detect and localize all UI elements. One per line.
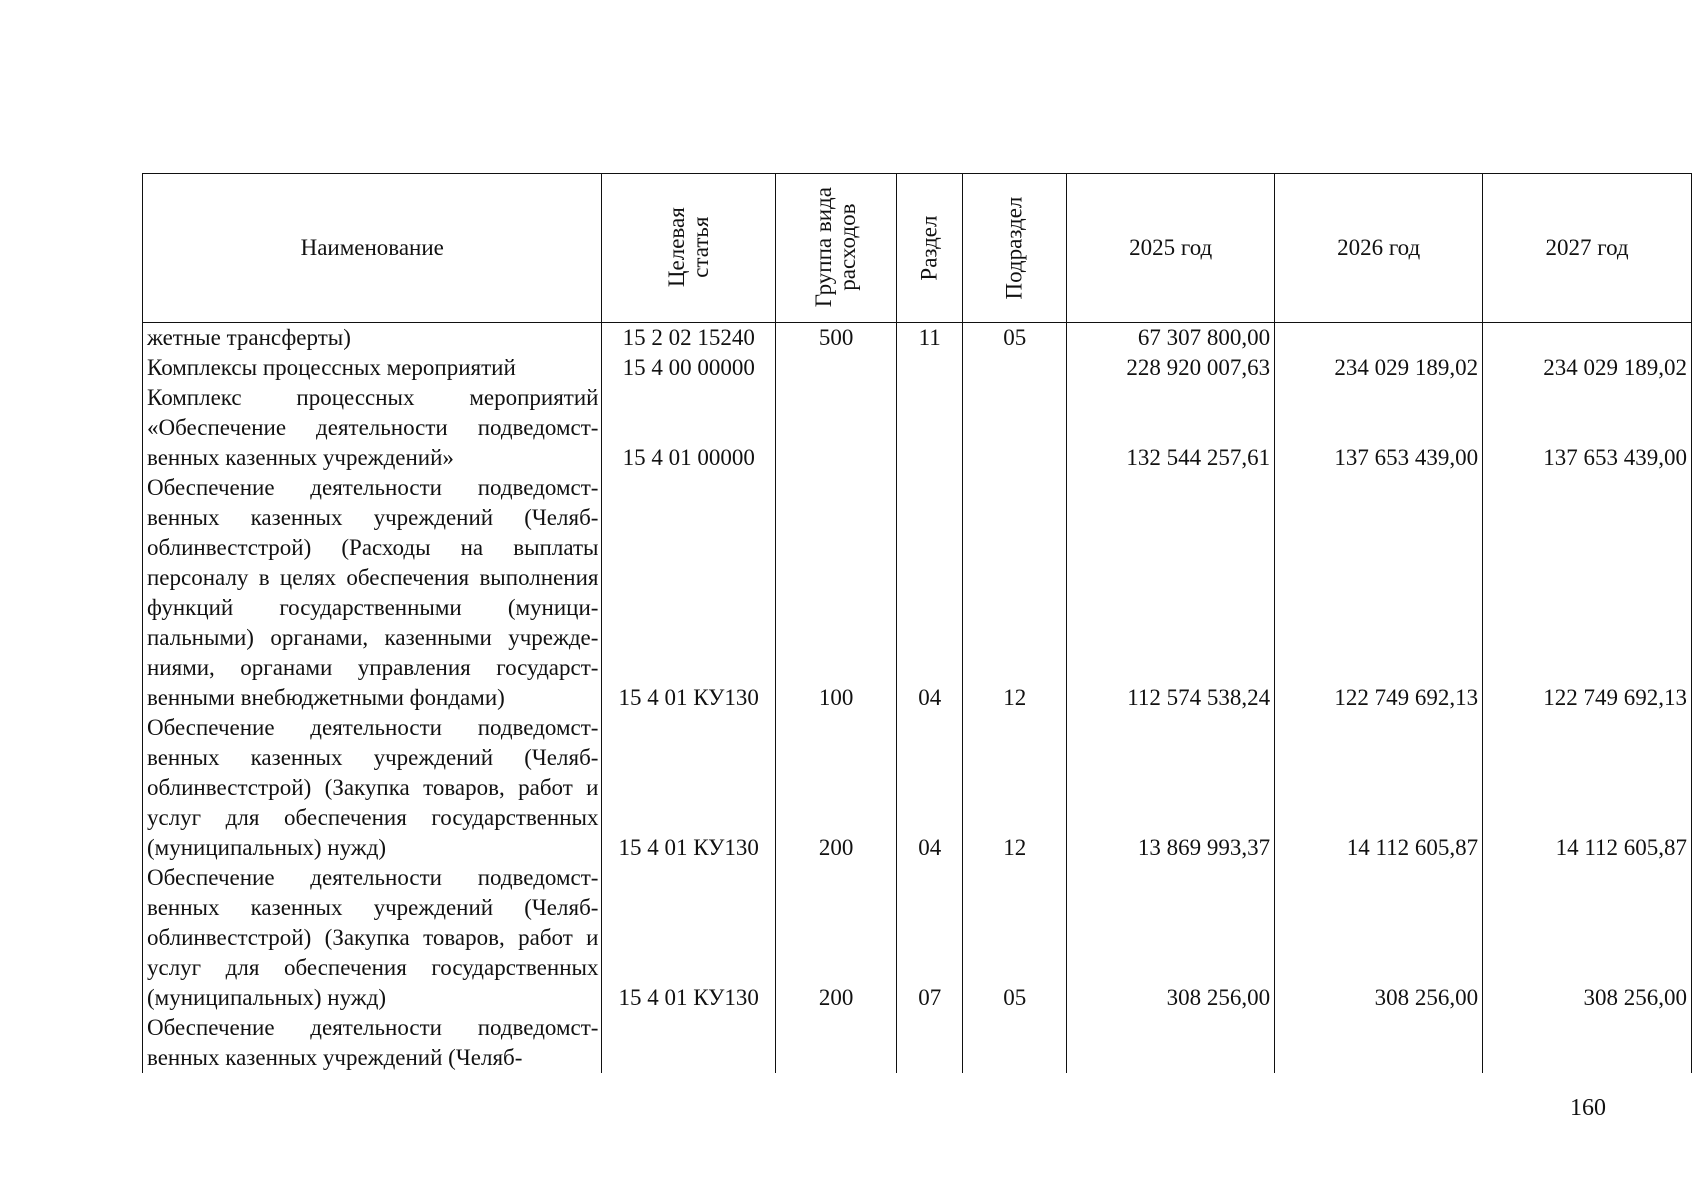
header-name: Наименование xyxy=(143,174,602,323)
row-2027 xyxy=(1483,323,1692,354)
row-target-article xyxy=(602,1013,776,1073)
header-2026: 2026 год xyxy=(1275,174,1483,323)
row-2027 xyxy=(1483,1013,1692,1073)
row-expense-group: 100 xyxy=(776,473,897,713)
header-target-article: Целевая статья xyxy=(602,174,776,323)
header-row xyxy=(143,174,1692,323)
table-row xyxy=(143,1013,1692,1073)
row-subsection xyxy=(963,1013,1067,1073)
row-name: Обеспечение деятельности подведомственных казенных учреждений (Челябоблинвестстрой) (Расходы на выплаты персоналу в целях обеспечения выполнения функций государственными (муниципальными) органами, казенными учреждениями, органами управления государственными внебюджетными фондами) xyxy=(143,473,602,713)
row-2025: 308 256,00 xyxy=(1067,863,1275,1013)
row-2027: 308 256,00 xyxy=(1483,863,1692,1013)
row-2025: 13 869 993,37 xyxy=(1067,713,1275,863)
header-expense-group: Группа вида расходов xyxy=(776,174,897,323)
row-target-article: 15 4 01 КУ130 xyxy=(602,713,776,863)
table-row xyxy=(143,473,1692,713)
table-row xyxy=(143,353,1692,383)
row-name: жетные трансферты) xyxy=(143,323,602,354)
table-row xyxy=(143,713,1692,863)
header-2025: 2025 год xyxy=(1067,174,1275,323)
row-name: Обеспечение деятельности подведомственных казенных учреждений (Челяб- xyxy=(143,1013,602,1073)
row-target-article: 15 4 01 КУ130 xyxy=(602,473,776,713)
row-section: 04 xyxy=(897,713,963,863)
row-expense-group: 500 xyxy=(776,323,897,354)
row-name: Обеспечение деятельности подведомственных казенных учреждений (Челябоблинвестстрой) (Закупка товаров, работ и услуг для обеспечения государственных (муниципальных) нужд) xyxy=(143,863,602,1013)
row-target-article: 15 4 00 00000 xyxy=(602,353,776,383)
row-section: 04 xyxy=(897,473,963,713)
row-2027: 137 653 439,00 xyxy=(1483,383,1692,473)
row-2027: 14 112 605,87 xyxy=(1483,713,1692,863)
header-2027: 2027 год xyxy=(1483,174,1692,323)
row-2026: 308 256,00 xyxy=(1275,863,1483,1013)
row-2025 xyxy=(1067,1013,1275,1073)
row-subsection: 12 xyxy=(963,473,1067,713)
row-subsection xyxy=(963,383,1067,473)
row-2026 xyxy=(1275,1013,1483,1073)
row-section xyxy=(897,353,963,383)
row-target-article: 15 4 01 00000 xyxy=(602,383,776,473)
row-target-article: 15 2 02 15240 xyxy=(602,323,776,354)
row-2027: 234 029 189,02 xyxy=(1483,353,1692,383)
table-row xyxy=(143,383,1692,473)
row-subsection xyxy=(963,353,1067,383)
row-expense-group xyxy=(776,1013,897,1073)
row-name: Обеспечение деятельности подведомственных казенных учреждений (Челябоблинвестстрой) (Закупка товаров, работ и услуг для обеспечения государственных (муниципальных) нужд) xyxy=(143,713,602,863)
header-section: Раздел xyxy=(897,174,963,323)
row-2026 xyxy=(1275,323,1483,354)
row-2025: 228 920 007,63 xyxy=(1067,353,1275,383)
header-subsection: Подраздел xyxy=(963,174,1067,323)
row-2026: 14 112 605,87 xyxy=(1275,713,1483,863)
row-target-article: 15 4 01 КУ130 xyxy=(602,863,776,1013)
page-number: 160 xyxy=(1570,1095,1606,1121)
table-row xyxy=(143,323,1692,354)
table-row xyxy=(143,863,1692,1013)
row-name: Комплекс процессных мероприятий «Обеспечение деятельности подведомственных казенных учреждений» xyxy=(143,383,602,473)
row-name: Комплексы процессных мероприятий xyxy=(143,353,602,383)
row-2025: 112 574 538,24 xyxy=(1067,473,1275,713)
budget-table xyxy=(142,173,1692,1073)
row-2025: 67 307 800,00 xyxy=(1067,323,1275,354)
row-subsection: 05 xyxy=(963,323,1067,354)
row-section: 07 xyxy=(897,863,963,1013)
row-expense-group xyxy=(776,353,897,383)
row-subsection: 05 xyxy=(963,863,1067,1013)
row-section xyxy=(897,383,963,473)
row-2026: 137 653 439,00 xyxy=(1275,383,1483,473)
row-section: 11 xyxy=(897,323,963,354)
row-2026: 122 749 692,13 xyxy=(1275,473,1483,713)
row-2027: 122 749 692,13 xyxy=(1483,473,1692,713)
row-expense-group: 200 xyxy=(776,863,897,1013)
row-2025: 132 544 257,61 xyxy=(1067,383,1275,473)
row-subsection: 12 xyxy=(963,713,1067,863)
row-2026: 234 029 189,02 xyxy=(1275,353,1483,383)
row-expense-group: 200 xyxy=(776,713,897,863)
row-expense-group xyxy=(776,383,897,473)
row-section xyxy=(897,1013,963,1073)
